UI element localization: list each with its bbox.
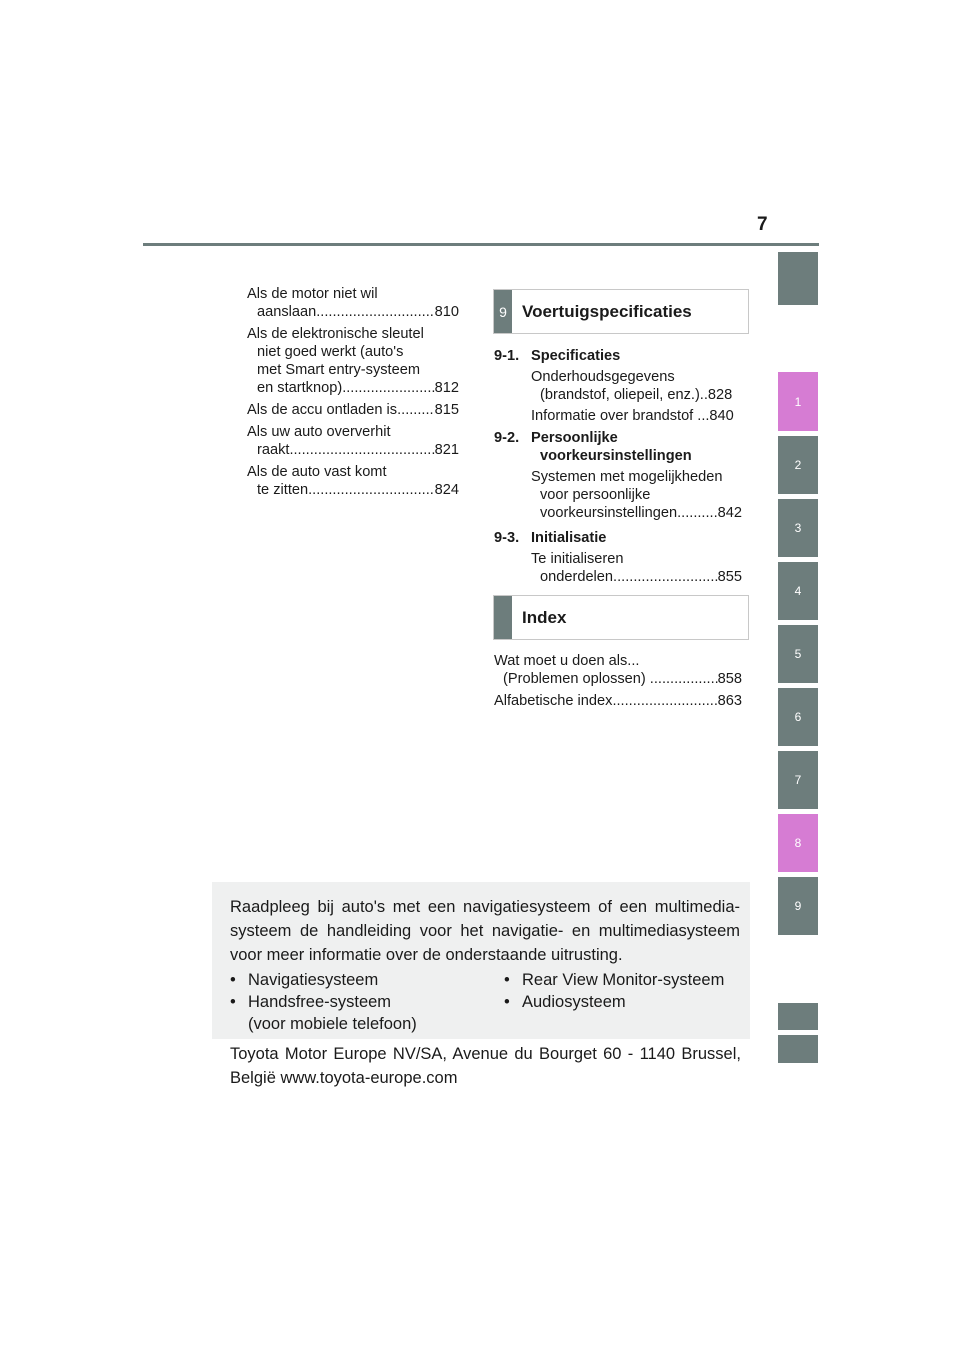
toc-entry-leader: [494, 670, 742, 688]
dot-leader: [308, 481, 435, 499]
toc-entry-text: Als de auto vast komt: [247, 464, 387, 480]
toc-page-number: 824: [434, 482, 459, 498]
toc-page-number: 828: [707, 387, 733, 403]
info-box-text: Raadpleeg bij auto's met een navigatiesysteem of een multimedia-systeem de handleiding voor het navigatie- en multimediasysteem voor meer informatie over de onderstaande uitrusting.: [230, 898, 740, 964]
toc-entry[interactable]: [247, 463, 459, 499]
toc-page-number: 810: [434, 304, 459, 320]
toc-entry-leader: [247, 401, 459, 419]
page-number: 7: [757, 214, 768, 235]
section-heading[interactable]: [494, 429, 742, 465]
index-chapter-header[interactable]: [493, 595, 749, 640]
bullet-text: (voor mobiele telefoon): [248, 1015, 417, 1033]
chapter-color-marker: [494, 596, 512, 639]
bullet-item: [230, 969, 378, 991]
chapter-tab-7[interactable]: 7: [778, 751, 818, 809]
chapter-tab-blank-bottom[interactable]: [778, 1035, 818, 1063]
toc-entry-leader: [531, 568, 742, 586]
toc-page-number: 815: [434, 402, 459, 418]
toc-entry-leader: [531, 407, 742, 425]
section-number: 9-3.: [494, 530, 520, 546]
dot-leader: [289, 441, 434, 459]
chapter-tab-4[interactable]: 4: [778, 562, 818, 620]
dot-leader: [397, 401, 435, 419]
section-title: Initialisatie: [531, 530, 607, 546]
bullet-glyph: •: [504, 971, 510, 989]
toc-entry-text: te zitten: [257, 482, 309, 498]
toc-entry[interactable]: [247, 423, 459, 459]
toc-entry-text: onderdelen: [540, 569, 614, 585]
bullet-text: Navigatiesysteem: [248, 971, 379, 989]
toc-entry-text: Systemen met mogelijkheden: [531, 469, 723, 485]
toc-entry-text: Als uw auto oververhit: [247, 424, 391, 440]
bullet-text: Audiosysteem: [522, 993, 626, 1011]
toc-entry[interactable]: [531, 468, 742, 522]
dot-leader: [646, 670, 718, 688]
chapter-title: Voertuigspecificaties: [522, 301, 692, 321]
toc-entry-text: Als de elektronische sleutel: [247, 326, 424, 342]
toc-entry[interactable]: [494, 692, 742, 710]
toc-entry-leader: [247, 379, 459, 397]
toc-entry[interactable]: [247, 325, 459, 397]
dot-leader: [612, 692, 717, 710]
section-title: voorkeursinstellingen: [540, 448, 692, 464]
bullet-text: Rear View Monitor-systeem: [522, 971, 725, 989]
toc-entry-text: aanslaan: [257, 304, 317, 320]
chapter-9-header[interactable]: [493, 289, 749, 334]
bullet-glyph: •: [504, 993, 510, 1011]
toc-entry[interactable]: [531, 407, 742, 425]
toc-section-9-3: [494, 529, 742, 586]
section-title: Specificaties: [531, 348, 621, 364]
toc-index-entries: [494, 652, 742, 714]
toc-section-9-1: [494, 347, 742, 425]
bullet-item: [504, 991, 626, 1013]
chapter-tab-blank-index[interactable]: [778, 1003, 818, 1030]
chapter-tab-blank-top[interactable]: [778, 252, 818, 305]
bullet-text: Handsfree-systeem: [248, 993, 392, 1011]
section-heading[interactable]: [494, 347, 742, 365]
toc-entry-text: Als de motor niet wil: [247, 286, 378, 302]
toc-entry-text: Te initialiseren: [531, 551, 624, 567]
toc-entry-leader: [494, 692, 742, 710]
toc-page-number: 855: [717, 569, 742, 585]
bullet-continuation: [248, 1013, 417, 1035]
toc-entry[interactable]: [531, 550, 742, 586]
toc-entry-text: Alfabetische index: [494, 693, 613, 709]
toc-page-number: 858: [717, 671, 742, 687]
toc-entry[interactable]: [247, 285, 459, 321]
toc-entry-text: met Smart entry-systeem: [257, 362, 420, 378]
toc-entry-leader: [247, 303, 459, 321]
toc-page-number: 863: [717, 693, 742, 709]
publisher-footer: Toyota Motor Europe NV/SA, Avenue du Bourget 60 - 1140 Brussel, België www.toyota-europe.com: [230, 1045, 741, 1087]
bullet-glyph: •: [230, 971, 236, 989]
section-number: 9-1.: [494, 348, 520, 364]
toc-entry[interactable]: [247, 401, 459, 419]
toc-entry-text: Wat moet u doen als...: [494, 653, 640, 669]
toc-entry-text: raakt: [257, 442, 290, 458]
toc-entry-text: niet goed werkt (auto's: [257, 344, 404, 360]
bullet-glyph: •: [230, 993, 236, 1011]
toc-entry-leader: [531, 386, 742, 404]
toc-entry-leader: [247, 441, 459, 459]
section-number: 9-2.: [494, 430, 520, 446]
chapter-title: Index: [522, 607, 567, 627]
toc-page-number: 842: [717, 505, 742, 521]
chapter-tab-2[interactable]: 2: [778, 436, 818, 494]
toc-entry-text: (Problemen oplossen): [503, 671, 646, 687]
dot-leader: [316, 303, 434, 321]
toc-entry-text: Als de accu ontladen is: [247, 402, 398, 418]
toc-entry-text: en startknop): [257, 380, 343, 396]
toc-entry[interactable]: [531, 368, 742, 404]
chapter-number: 9: [494, 290, 512, 333]
chapter-tab-9[interactable]: 9: [778, 877, 818, 935]
toc-page-number: 840: [709, 408, 734, 424]
dot-leader: [677, 504, 718, 522]
dot-leader: [342, 379, 434, 397]
toc-page-number: 821: [434, 442, 459, 458]
dot-leader: [613, 568, 718, 586]
toc-entry-text: Informatie over brandstof ..: [531, 408, 706, 424]
chapter-tab-3[interactable]: 3: [778, 499, 818, 557]
toc-entry-leader: [531, 504, 742, 522]
toc-entry-text: voor persoonlijke: [540, 487, 651, 503]
toc-entry-text: (brandstof, oliepeil, enz.).: [540, 387, 704, 403]
toc-section-9-2: [494, 429, 742, 522]
toc-left-column: [247, 285, 459, 503]
bullet-item: [504, 969, 724, 991]
toc-entry-text: Onderhoudsgegevens: [531, 369, 675, 385]
section-heading[interactable]: [494, 529, 742, 547]
chapter-tab-8[interactable]: 8: [778, 814, 818, 872]
chapter-tab-1[interactable]: 1: [778, 372, 818, 431]
bullet-item: [230, 991, 391, 1013]
toc-entry-text: voorkeursinstellingen: [540, 505, 678, 521]
chapter-tab-5[interactable]: 5: [778, 625, 818, 683]
toc-page-number: 812: [434, 380, 459, 396]
section-title: Persoonlijke: [531, 430, 618, 446]
toc-entry[interactable]: [494, 652, 742, 688]
header-rule: [143, 243, 819, 246]
chapter-tab-6[interactable]: 6: [778, 688, 818, 746]
toc-entry-leader: [247, 481, 459, 499]
